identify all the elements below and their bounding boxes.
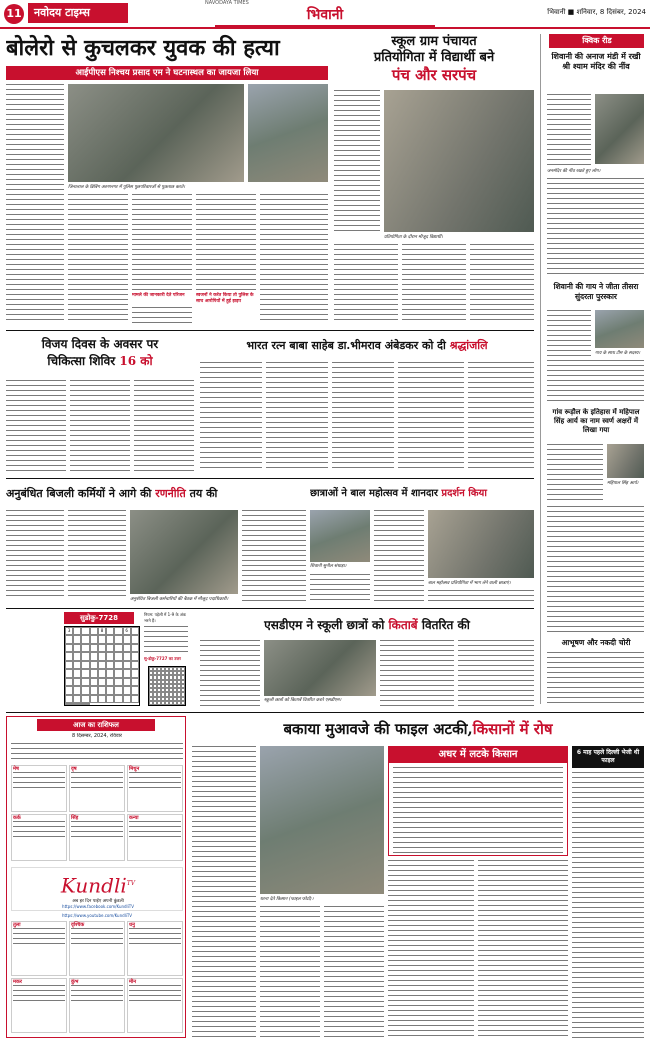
sudoku-cell[interactable] (114, 686, 122, 694)
sudoku-cell[interactable] (98, 686, 106, 694)
quickread-column (540, 34, 644, 704)
sudoku-cell[interactable] (106, 652, 114, 660)
sudoku-cell[interactable] (90, 686, 98, 694)
sudoku-cell[interactable] (73, 644, 81, 652)
sudoku-cell[interactable] (123, 652, 131, 660)
sudoku-answer-label: सु-डोकु-7727 का उत्तर (144, 656, 181, 661)
quickread-body1b (547, 178, 644, 278)
rashifal-date: 8 दिसम्बर, 2024, रविवार (72, 733, 122, 739)
sudoku-cell[interactable] (65, 661, 73, 669)
sdm-headline-red: किताबें (388, 618, 418, 632)
ambedkar-headline-red: श्रद्धांजलि (449, 339, 488, 352)
balmahotsav-headline-text: छात्राओं ने बाल महोत्सव में शानदार (310, 488, 438, 499)
ambedkar-body-col2 (266, 362, 328, 472)
school-body-col2 (334, 244, 398, 324)
lead-subhead: आईपीएस निश्चय प्रसाद एम ने घटनास्थल का जायजा लिया (6, 66, 328, 80)
sudoku-cell[interactable]: 6 (123, 627, 131, 635)
lead-body-col1 (6, 84, 64, 324)
bijli-headline (6, 484, 306, 504)
lead-intext-head: मामले की जानकारी देते परिजन (132, 293, 185, 298)
sudoku-cell[interactable] (123, 669, 131, 677)
balmahotsav-photo-1 (310, 510, 370, 562)
rashi-text (71, 772, 123, 792)
sudoku-cell[interactable] (73, 652, 81, 660)
rashi-item (11, 921, 67, 976)
sudoku-cell[interactable] (65, 635, 73, 643)
lead-photo-2 (248, 84, 328, 182)
sudoku-cell[interactable] (73, 661, 81, 669)
rashi-name: कर्क (13, 815, 21, 821)
school-caption: प्रतियोगिता के दौरान मौजूद विद्यार्थी। (384, 235, 443, 240)
kundli-logo (32, 872, 164, 896)
sudoku-cell[interactable] (65, 678, 73, 686)
muavja-box-title: अधर में लटके किसान (389, 747, 567, 763)
bijli-body-col1 (6, 510, 64, 598)
bijli-headline-red: रणनीति (155, 487, 186, 500)
school-body-col4 (470, 244, 534, 324)
rashi-name: मकर (13, 979, 22, 985)
quickread-item2-title: शिवानी की गाय ने जीता तीसरा सुंदरता पुरस्कार (553, 282, 639, 301)
rashifal-box (6, 716, 186, 1038)
sudoku-answer-grid (148, 666, 186, 706)
sudoku-cell[interactable] (81, 678, 89, 686)
school-headline-l1: स्कूल ग्राम पंचायत (391, 34, 477, 49)
ambedkar-body-col5 (468, 362, 534, 472)
sudoku-cell[interactable] (73, 669, 81, 677)
sudoku-cell[interactable] (65, 644, 73, 652)
muavja-photo (260, 746, 384, 894)
sudoku-cell[interactable] (73, 635, 81, 643)
kundli-link-youtube[interactable]: https://www.youtube.com/KundliTV (61, 913, 133, 918)
rashi-name: कुंभ (71, 979, 79, 985)
sudoku-cell[interactable] (81, 695, 89, 703)
sudoku-cell[interactable] (73, 695, 81, 703)
bijli-headline-text: अनुबंधित बिजली कर्मियों ने आगे की (6, 487, 152, 500)
ambedkar-headline-text: भारत रत्न बाबा साहेब डा.भीमराव अंबेडकर को दी (246, 339, 446, 352)
vijay-body-col3 (134, 380, 194, 472)
vijay-headline-red: 16 को (119, 354, 153, 368)
quickread-item2-body2 (547, 360, 644, 404)
vijay-headline (6, 336, 194, 376)
lead-body-col3 (132, 194, 192, 292)
rashi-item (11, 814, 67, 861)
bijli-photo (130, 510, 238, 594)
sudoku-cell[interactable] (73, 686, 81, 694)
sudoku-cell[interactable] (81, 652, 89, 660)
rashi-name: कन्या (129, 815, 139, 821)
balmahotsav-body-col1 (310, 574, 370, 604)
bijli-body-col2 (68, 510, 126, 598)
rashi-name: वृष (71, 766, 77, 772)
kundli-logo-text: Kundli (60, 873, 127, 896)
rashi-name: वृश्चिक (71, 922, 85, 928)
masthead (0, 0, 650, 30)
muavja-body-col2 (260, 906, 320, 1038)
school-body-col3 (402, 244, 466, 324)
sudoku-cell[interactable] (98, 661, 106, 669)
top-small-label: NAVODAYA TIMES (205, 0, 249, 6)
rashi-name: धनु (129, 922, 135, 928)
sudoku-rules (144, 626, 188, 654)
school-photo (384, 90, 534, 232)
sudoku-cell[interactable] (90, 678, 98, 686)
balmahotsav-headline-red: प्रदर्शन किया (441, 488, 487, 499)
sudoku-cell[interactable] (65, 703, 73, 705)
quickread-item2-body (547, 310, 591, 356)
sudoku-cell[interactable] (114, 652, 122, 660)
muavja-box-body (393, 767, 563, 853)
sudoku-cell[interactable] (81, 627, 89, 635)
sudoku-cell[interactable] (123, 678, 131, 686)
sudoku-answer-cell (181, 701, 185, 705)
balmahotsav-body-col2 (374, 510, 424, 604)
ambedkar-body-col4 (398, 362, 464, 472)
sudoku-cell[interactable] (123, 661, 131, 669)
quickread-title: शिवानी की अनाज मंडी में रखी श्री श्याम मंदिर की नींव (551, 52, 641, 71)
vijay-headline-l1: विजय दिवस के अवसर पर (41, 337, 159, 351)
rashi-text (13, 928, 65, 948)
divider-1 (6, 330, 534, 331)
lead-headline (6, 34, 328, 62)
sudoku-cell[interactable] (81, 635, 89, 643)
sudoku-rule-note: नियम: पहेली में 1-9 के अंक भरने हैं। (144, 612, 186, 623)
lead-caption: जिनालाल के ब्रिबिंग अरुणनगर में पुलिस पूछपरिवारजों से पूछताछ करते। (68, 185, 186, 190)
sudoku-cell[interactable] (131, 627, 139, 635)
quickread-item4-body (547, 652, 644, 704)
rashi-text (13, 821, 65, 841)
vijay-headline-l2: चिकित्सा शिविर (47, 354, 116, 368)
sudoku-cell[interactable] (81, 661, 89, 669)
sudoku-cell[interactable] (98, 678, 106, 686)
sudoku-cell[interactable] (114, 635, 122, 643)
kundli-tagline: अब हर दिन पाईए अपनी कुंडली (72, 899, 124, 904)
sudoku-grid[interactable] (64, 626, 140, 706)
rashi-name: मिथुन (129, 766, 140, 772)
rashi-name: मेष (13, 766, 19, 772)
quickread-item3-body2 (547, 506, 644, 634)
rashi-item (11, 765, 67, 812)
sudoku-cell[interactable] (65, 669, 73, 677)
sudoku-cell[interactable] (131, 686, 139, 694)
quickread-label: क्विक रीड (549, 34, 644, 48)
rashi-item (69, 814, 125, 861)
rashi-item (69, 978, 125, 1033)
quickread-item3-body (547, 444, 603, 504)
sudoku-cell[interactable] (106, 669, 114, 677)
sdm-body-col1 (200, 640, 260, 706)
rashifal-title: आज का राशिफल (37, 719, 155, 731)
muavja-body-col4 (388, 860, 474, 1038)
quickread-item3-caption: महिपाल सिंह आर्य। (607, 481, 639, 486)
sudoku-cell[interactable] (114, 678, 122, 686)
sudoku-cell[interactable] (114, 627, 122, 635)
school-headline-red: पंच और सरपंच (391, 66, 477, 82)
sudoku-cell[interactable] (98, 669, 106, 677)
ambedkar-body-col1 (200, 362, 262, 472)
ambedkar-headline (200, 336, 534, 356)
sudoku-cell[interactable] (81, 644, 89, 652)
sudoku-cell[interactable] (106, 661, 114, 669)
balmahotsav-headline (310, 484, 534, 504)
sudoku-cell[interactable] (106, 635, 114, 643)
school-headline-l2: प्रतियोगिता में विद्यार्थी बने (373, 50, 495, 65)
muavja-body-col3 (324, 906, 384, 1038)
quickread-photo (595, 94, 644, 164)
vijay-body-col2 (70, 380, 130, 472)
sudoku-cell[interactable] (73, 703, 81, 705)
rashi-text (71, 821, 123, 841)
sudoku-cell[interactable] (98, 635, 106, 643)
quickread-item4-title: आभूषण और नकदी चोरी (561, 638, 631, 647)
muavja-body-col1 (192, 746, 256, 1038)
rashi-item (11, 978, 67, 1033)
sudoku-cell[interactable] (131, 661, 139, 669)
kundli-link-facebook[interactable]: https://www.facebook.com/KundliTV (62, 904, 134, 909)
sudoku-cell[interactable] (65, 652, 73, 660)
quickread-photo-caption: जनमंदिर की नींव रखते हुए लोग। (547, 169, 601, 174)
rashi-text (71, 985, 123, 1005)
muavja-headline (192, 716, 644, 742)
sudoku-cell[interactable] (65, 686, 73, 694)
lead-body-col4 (196, 194, 256, 292)
balmahotsav-photo-2 (428, 510, 534, 578)
ambedkar-body-col3 (332, 362, 394, 472)
sudoku-cell[interactable] (106, 644, 114, 652)
sudoku-cell[interactable] (131, 678, 139, 686)
divider-3 (6, 608, 534, 609)
section-title: भिवानी (215, 5, 435, 27)
rashi-name: तुला (13, 922, 21, 928)
rashi-text (129, 772, 181, 792)
quickread-item2-photo (595, 310, 644, 348)
lead-body-col2 (68, 194, 128, 324)
lead-body-col5 (260, 194, 328, 324)
sudoku-cell[interactable]: 3 (65, 627, 73, 635)
sudoku-cell[interactable]: 8 (98, 627, 106, 635)
sdm-headline-end: वितरित की (421, 618, 470, 632)
balmahotsav-caption-2: बाल महोत्सव प्रतियोगिता में भाग लेने वाली छात्राएं। (428, 581, 511, 586)
sudoku-cell[interactable] (131, 644, 139, 652)
sudoku-cell[interactable] (90, 695, 98, 703)
kundli-logo-tv: TV (126, 880, 136, 887)
school-headline (334, 34, 534, 82)
quickread-item3-title: गांव रूड़ौल के इतिहास में महिपाल सिंह आर्य का नाम स्वर्ण अक्षरों में लिखा गया (552, 408, 640, 434)
rashi-name: सिंह (71, 815, 79, 821)
lead-body-col3b (132, 307, 192, 324)
sudoku-cell[interactable] (90, 652, 98, 660)
sudoku-cell[interactable] (106, 686, 114, 694)
muavja-body-col5 (478, 860, 568, 1038)
sudoku-cell[interactable] (106, 678, 114, 686)
sudoku-cell[interactable] (81, 686, 89, 694)
sudoku-cell[interactable] (114, 669, 122, 677)
divider-2 (6, 478, 534, 479)
sudoku-cell[interactable] (131, 669, 139, 677)
sudoku-cell[interactable] (90, 635, 98, 643)
muavja-box (388, 746, 568, 856)
quickread-item2-caption: गाय के साथ टीम के सदस्य। (595, 351, 641, 356)
muavja-side-body (572, 772, 644, 1038)
sudoku-cell[interactable] (90, 627, 98, 635)
balmahotsav-body-col3 (428, 590, 534, 604)
sudoku-label: सुडोकु-7728 (64, 612, 134, 624)
school-body-col1 (334, 90, 380, 232)
balmahotsav-caption-1: शिवानी सुनील संघाड़ा। (310, 564, 347, 569)
sudoku-cell[interactable] (123, 695, 131, 703)
rashi-item (127, 765, 183, 812)
sdm-body-col2 (380, 640, 454, 706)
rashi-text (129, 821, 181, 841)
rashi-item (127, 978, 183, 1033)
sudoku-cell[interactable] (73, 678, 81, 686)
sudoku-cell[interactable] (123, 635, 131, 643)
page-number: 11 (4, 4, 24, 24)
kundli-brand-box (11, 867, 183, 911)
paper-name: नवोदय टाइम्स (28, 3, 128, 23)
sudoku-cell[interactable] (114, 661, 122, 669)
sudoku-cell[interactable] (90, 661, 98, 669)
rashifal-grid-bottom (11, 921, 183, 1033)
rashi-item (127, 814, 183, 861)
sudoku-cell[interactable] (90, 669, 98, 677)
rashi-text (129, 928, 181, 948)
sudoku-cell[interactable] (73, 627, 81, 635)
dateline: भिवानी ■ शनिवार, 8 दिसंबर, 2024 (547, 8, 646, 16)
lead-headline-text: बोलेरो से कुचलकर युवक की हत्या (6, 35, 280, 61)
quickread-item3-photo (607, 444, 644, 478)
sudoku-cell[interactable] (81, 703, 89, 705)
sudoku-cell[interactable] (131, 635, 139, 643)
sdm-headline (200, 614, 534, 636)
vijay-body-col1 (6, 380, 66, 472)
sudoku-cell[interactable] (114, 695, 122, 703)
rashi-item (127, 921, 183, 976)
rashi-text (129, 985, 181, 1005)
sudoku-cell[interactable] (114, 644, 122, 652)
sudoku-cell[interactable] (106, 695, 114, 703)
muavja-side-title: 6 माह पहले दिल्ली भेजी थी फाइल (572, 746, 644, 768)
sudoku-cell[interactable] (90, 644, 98, 652)
sudoku-cell[interactable] (98, 695, 106, 703)
sdm-caption: स्कूली छात्रों को किताबें वितरित करते एसडीएम। (264, 698, 342, 703)
sdm-body-col3 (458, 640, 534, 706)
bijli-headline-end: तय की (189, 487, 218, 500)
sdm-headline-text: एसडीएम ने स्कूली छात्रों को (264, 618, 385, 632)
bijli-body-col3 (242, 510, 306, 604)
sudoku-cell[interactable] (98, 652, 106, 660)
sudoku-cell[interactable] (123, 686, 131, 694)
rashi-item (69, 765, 125, 812)
sudoku-cell[interactable] (65, 695, 73, 703)
muavja-caption: धरना देते किसान (फाइल फोटो)। (260, 897, 314, 902)
rashi-text (13, 772, 65, 792)
quickread-body1 (547, 94, 591, 166)
rashifal-grid-top (11, 765, 183, 861)
muavja-headline-red: किसानों में रोष (472, 720, 553, 738)
sudoku-cell[interactable] (131, 695, 139, 703)
lead-intext-red: स्वजनों ने कर्रत किया तो पुलिस के साथ आरोपियों में हुई झड़प (196, 293, 254, 304)
lead-photo (68, 84, 244, 182)
masthead-rule (0, 27, 650, 29)
sudoku-cell[interactable] (131, 652, 139, 660)
sudoku-cell[interactable] (98, 644, 106, 652)
sudoku-cell[interactable] (123, 644, 131, 652)
sudoku-cell[interactable] (106, 627, 114, 635)
rashi-item (69, 921, 125, 976)
rashi-text (13, 985, 65, 1005)
bijli-caption: अनुबंधित बिजली कर्मचारियों की बैठक में मौजूद पदाधिकारी। (130, 597, 229, 602)
divider-4 (6, 712, 644, 713)
rashi-text (71, 928, 123, 948)
sudoku-cell[interactable] (81, 669, 89, 677)
rashi-name: मीन (129, 979, 137, 985)
rashifal-intro (11, 743, 183, 761)
sdm-photo (264, 640, 376, 696)
muavja-headline-text: बकाया मुआवजे की फाइल अटकी, (283, 720, 473, 738)
